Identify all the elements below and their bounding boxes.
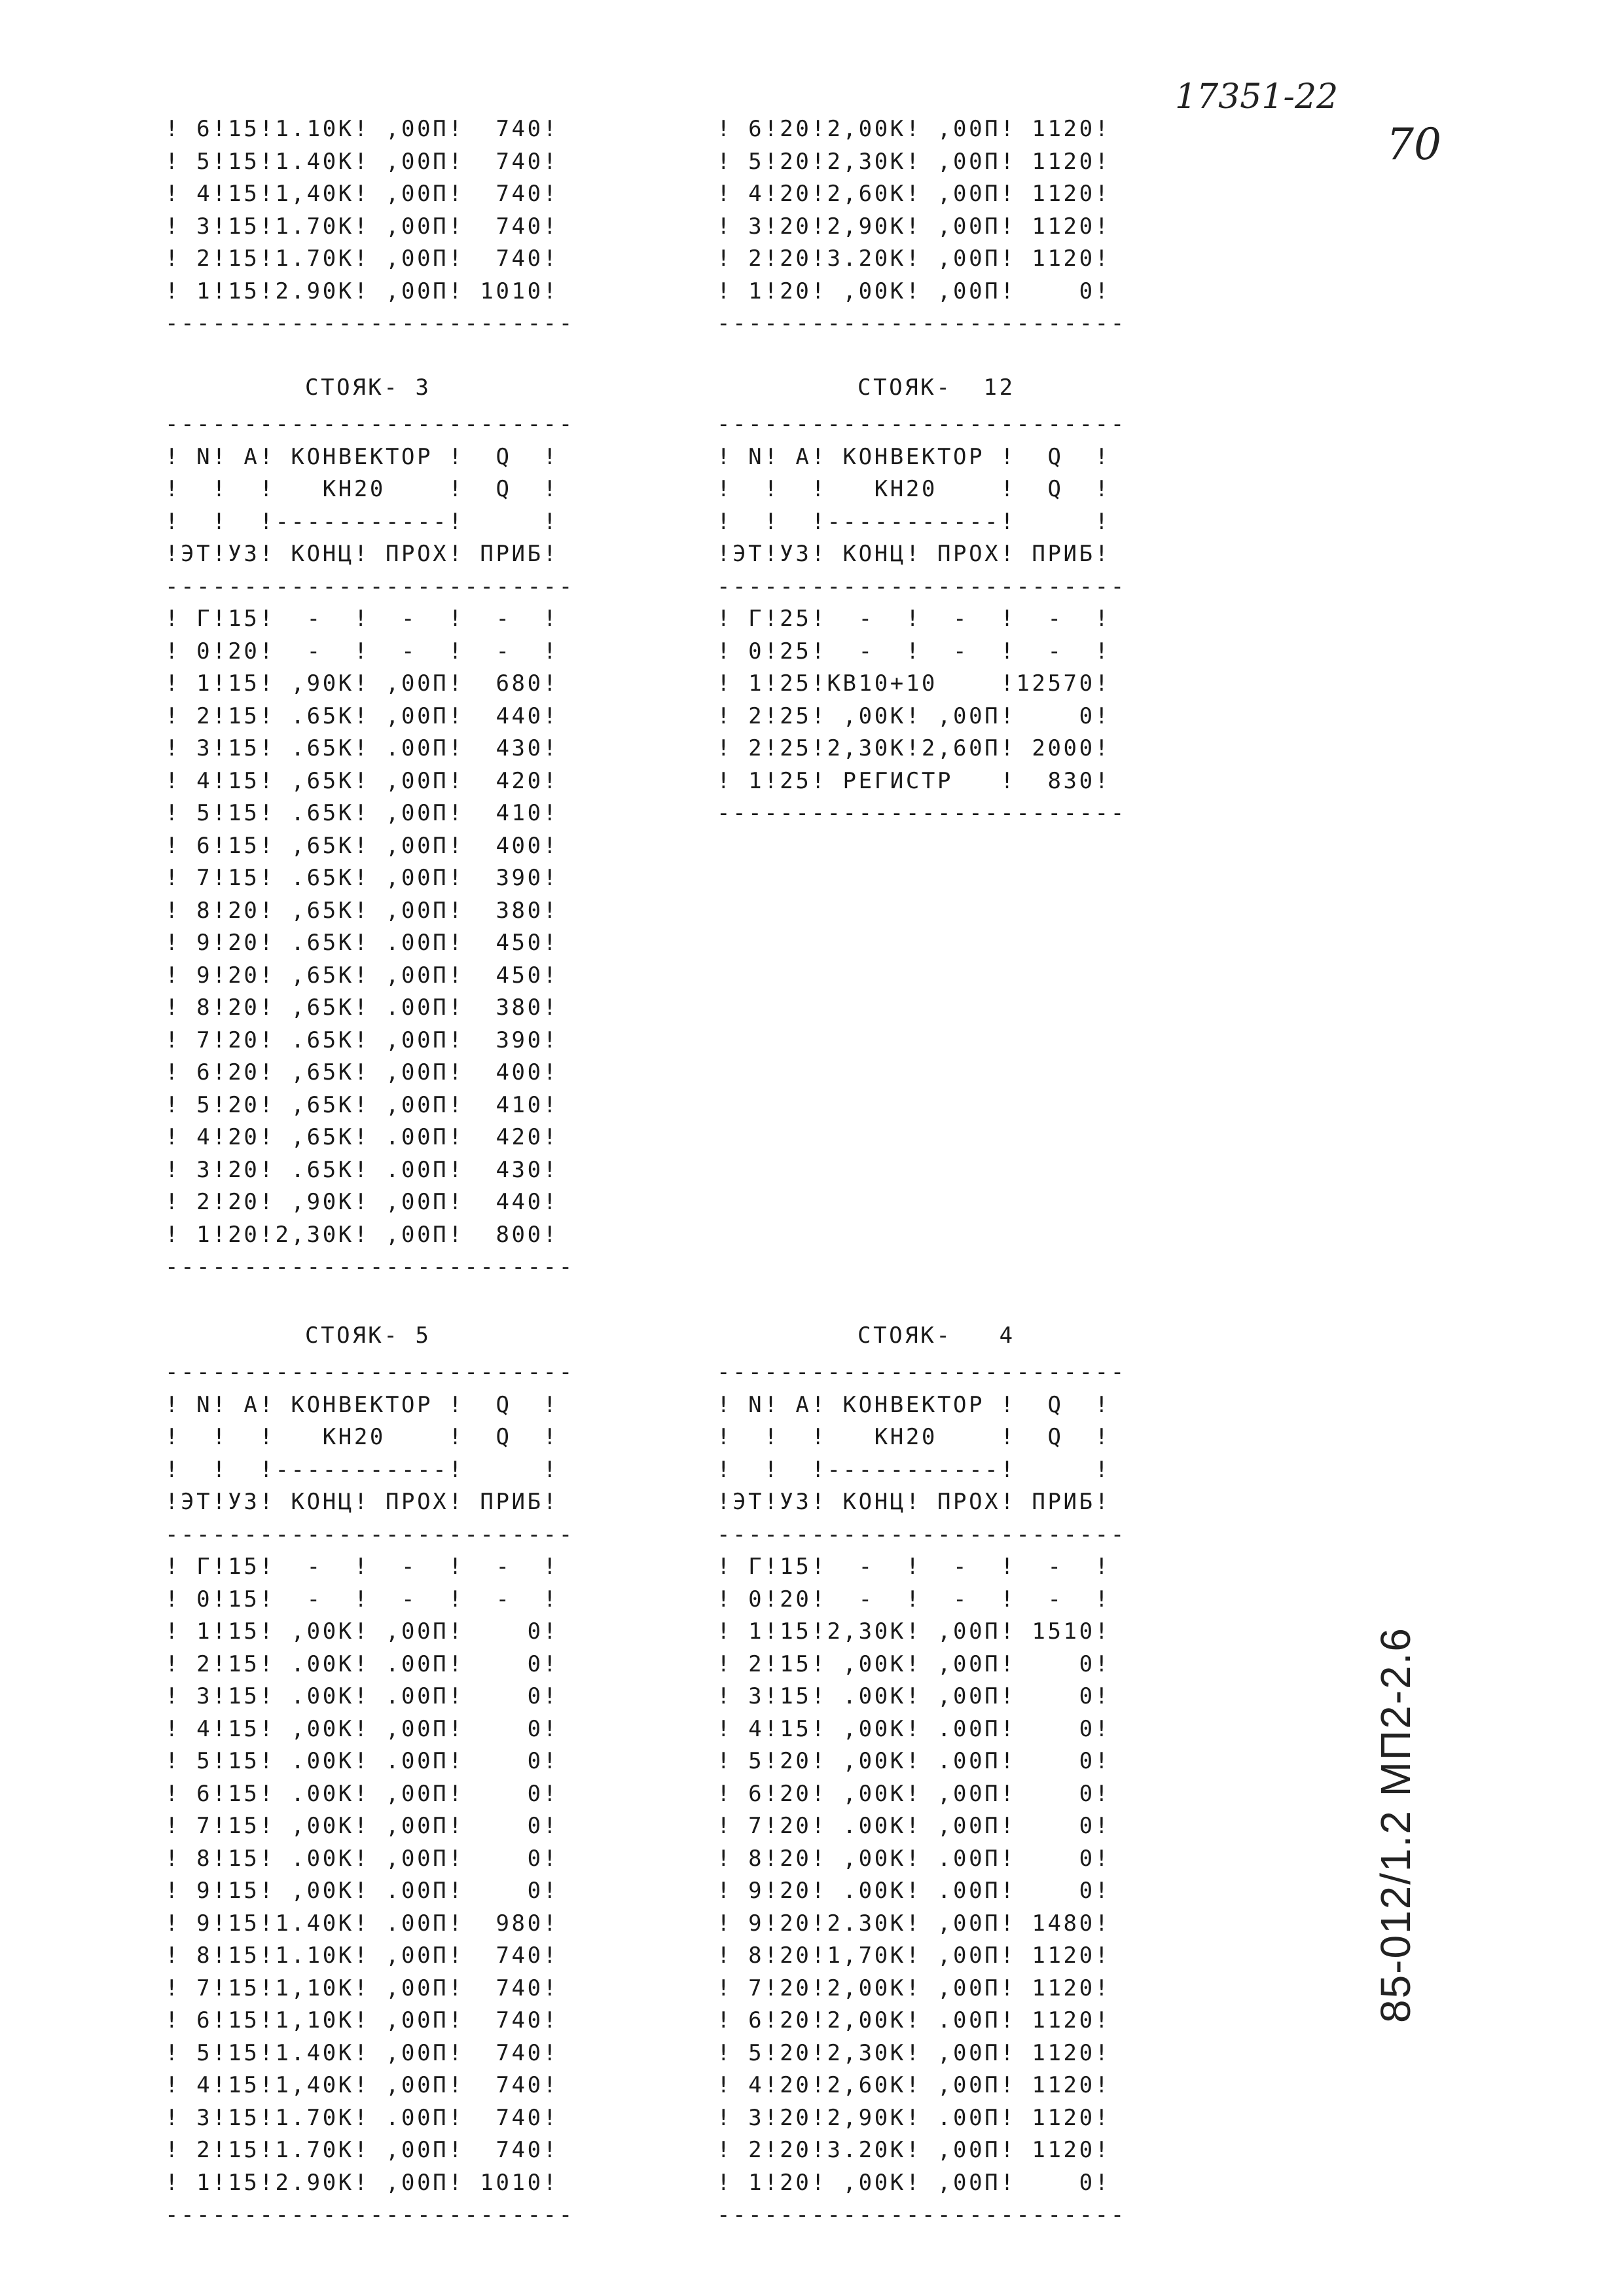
stoyak-12-table: -------------------------- ! N! А! КОНВЕКТОР ! Q ! ! ! ! КН20 ! Q ! ! ! !-----------! ! !ЭТ!УЗ! КОНЦ! ПРОХ! ПРИБ! -------------------------- ! Г!25! - ! - ! - ! ! 0!25! - ! - ! - ! ! 1!25!КВ10+10 !12570! ! 2!25! ,00К! ,00П! 0! ! 2!25!2,30К!2,60П! 2000! ! 1!25! РЕГИСТР ! 830! -------------------------- bbox=[717, 411, 1127, 826]
stoyak-3-title: СТОЯК- 3 bbox=[305, 374, 431, 401]
handwritten-archive-number: 17351-22 bbox=[1175, 77, 1339, 117]
stoyak-12-title: СТОЯК- 12 bbox=[857, 374, 1015, 401]
stoyak-4-table: -------------------------- ! N! А! КОНВЕКТОР ! Q ! ! ! ! КН20 ! Q ! ! ! !-----------! ! !ЭТ!УЗ! КОНЦ! ПРОХ! ПРИБ! -------------------------- ! Г!15! - ! - ! - ! ! 0!20! - ! - ! - ! ! 1!15!2,30К! ,00П! 1510! ! 2!15! ,00К! ,00П! 0! ! 3!15! .00К! ,00П! 0! ! 4!15! ,00К! .00П! 0! ! 5!20! ,00К! .00П! 0! ! 6!20! ,00К! ,00П! 0! ! 7!20! .00К! ,00П! 0! ! 8!20! ,00К! .00П! 0! ! 9!20! .00К! .00П! 0! ! 9!20!2.30К! ,00П! 1480! ! 8!20!1,70К! ,00П! 1120! ! 7!20!2,00К! ,00П! 1120! ! 6!20!2,00К! .00П! 1120! ! 5!20!2,30К! ,00П! 1120! ! 4!20!2,60К! ,00П! 1120! ! 3!20!2,90К! .00П! 1120! ! 2!20!3.20К! ,00П! 1120! ! 1!20! ,00К! ,00П! 0! -------------------------- bbox=[717, 1359, 1127, 2228]
stoyak-5-table: -------------------------- ! N! А! КОНВЕКТОР ! Q ! ! ! ! КН20 ! Q ! ! ! !-----------! ! !ЭТ!УЗ! КОНЦ! ПРОХ! ПРИБ! -------------------------- ! Г!15! - ! - ! - ! ! 0!15! - ! - ! - ! ! 1!15! ,00К! ,00П! 0! ! 2!15! .00К! .00П! 0! ! 3!15! .00К! .00П! 0! ! 4!15! ,00К! ,00П! 0! ! 5!15! .00К! .00П! 0! ! 6!15! .00К! ,00П! 0! ! 7!15! ,00К! ,00П! 0! ! 8!15! .00К! ,00П! 0! ! 9!15! ,00К! .00П! 0! ! 9!15!1.40К! .00П! 980! ! 8!15!1.10К! ,00П! 740! ! 7!15!1,10К! ,00П! 740! ! 6!15!1,10К! ,00П! 740! ! 5!15!1.40К! ,00П! 740! ! 4!15!1,40К! ,00П! 740! ! 3!15!1.70К! .00П! 740! ! 2!15!1.70К! ,00П! 740! ! 1!15!2.90К! ,00П! 1010! -------------------------- bbox=[165, 1359, 575, 2228]
document-code: 85-012/1.2 МП2-2.6 bbox=[1372, 1627, 1419, 2023]
table-continuation-left: ! 6!15!1.10К! ,00П! 740! ! 5!15!1.40К! ,00П! 740! ! 4!15!1,40К! ,00П! 740! ! 3!15!1.70К! ,00П! 740! ! 2!15!1.70К! ,00П! 740! ! 1!15!2.90К! ,00П! 1010! -------------------------- bbox=[165, 116, 575, 337]
stoyak-4-title: СТОЯК- 4 bbox=[857, 1322, 1015, 1349]
stoyak-3-table: -------------------------- ! N! А! КОНВЕКТОР ! Q ! ! ! ! КН20 ! Q ! ! ! !-----------! ! !ЭТ!УЗ! КОНЦ! ПРОХ! ПРИБ! -------------------------- ! Г!15! - ! - ! - ! ! 0!20! - ! - ! - ! ! 1!15! ,90К! ,00П! 680! ! 2!15! .65К! ,00П! 440! ! 3!15! .65К! .00П! 430! ! 4!15! ,65К! ,00П! 420! ! 5!15! .65К! ,00П! 410! ! 6!15! ,65К! ,00П! 400! ! 7!15! .65К! ,00П! 390! ! 8!20! ,65К! ,00П! 380! ! 9!20! .65К! .00П! 450! ! 9!20! ,65К! ,00П! 450! ! 8!20! ,65К! .00П! 380! ! 7!20! .65К! ,00П! 390! ! 6!20! ,65К! ,00П! 400! ! 5!20! ,65К! ,00П! 410! ! 4!20! ,65К! .00П! 420! ! 3!20! .65К! .00П! 430! ! 2!20! ,90К! ,00П! 440! ! 1!20!2,30К! ,00П! 800! -------------------------- bbox=[165, 411, 575, 1280]
stoyak-5-title: СТОЯК- 5 bbox=[305, 1322, 431, 1349]
page-number: 70 bbox=[1386, 119, 1441, 170]
table-continuation-right: ! 6!20!2,00К! ,00П! 1120! ! 5!20!2,30К! ,00П! 1120! ! 4!20!2,60К! ,00П! 1120! ! 3!20!2,90К! ,00П! 1120! ! 2!20!3.20К! ,00П! 1120! ! 1!20! ,00К! ,00П! 0! -------------------------- bbox=[717, 116, 1127, 337]
